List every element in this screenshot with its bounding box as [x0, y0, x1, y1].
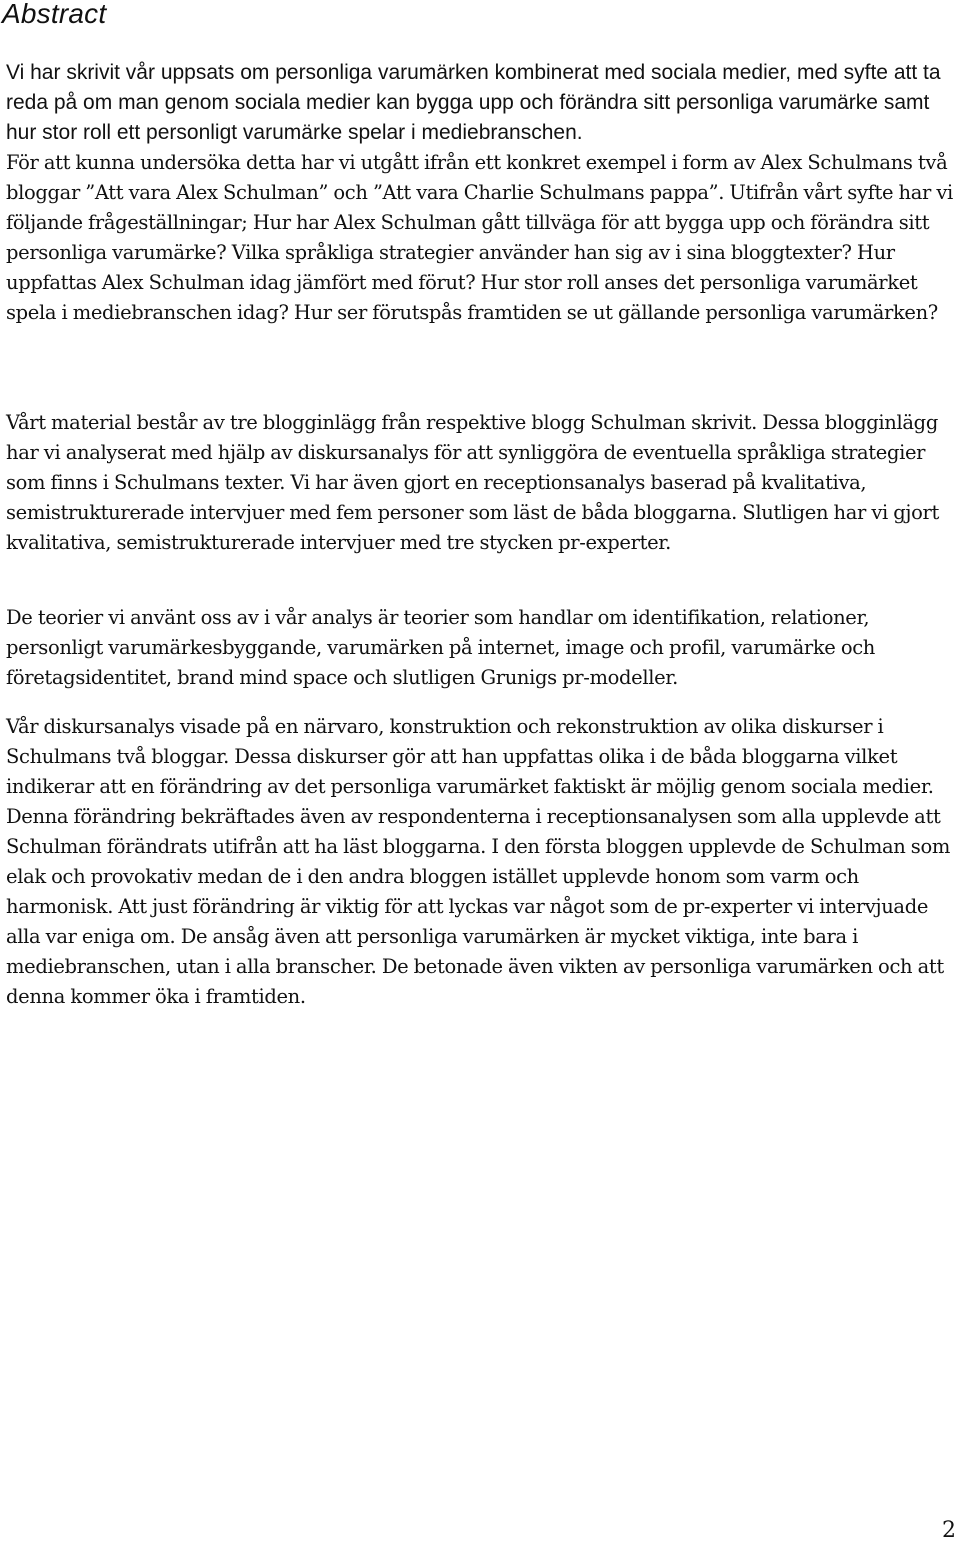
abstract-paragraph-1-questions: För att kunna undersöka detta har vi utgått ifrån ett konkret exempel i form av Alex Schulmans två bloggar ”Att vara Alex Schulman” och ”Att vara Charlie Schulmans pappa”. Utifrån vårt syfte har vi följande frågeställningar; Hur har Alex Schulman gått tillväga för att bygga upp och förändra sitt personliga varumärke? Vilka språkliga strategier använder han sig av i sina bloggtexter? Hur uppfattas Alex Schulman idag jämfört med förut? Hur stor roll anses det personliga varumärket spela i mediebranschen idag? Hur ser förutspås framtiden se ut gällande personliga varumärken? — [6, 151, 953, 324]
abstract-paragraph-2-material: Vårt material består av tre blogginlägg från respektive blogg Schulman skrivit. Dessa blogginlägg har vi analyserat med hjälp av diskursanalys för att synliggöra de eventuella språkliga strategier som finns i Schulmans texter. Vi har även gjort en receptionsanalys baserad på kvalitativa, semistrukturerade intervjuer med fem personer som läst de båda bloggarna. Slutligen har vi gjort kvalitativa, semistrukturerade intervjuer med tre stycken pr-experter. — [6, 411, 939, 554]
abstract-paragraph-1-intro: Vi har skrivit vår uppsats om personliga varumärken kombinerat med sociala medier, med syfte att ta reda på om man genom sociala medier kan bygga upp och förändra sitt personliga varumärke samt hur stor roll ett personligt varumärke spelar i mediebranschen. — [6, 61, 941, 144]
page-title: Abstract — [2, 0, 107, 29]
abstract-paragraph-3-theories: De teorier vi använt oss av i vår analys är teorier som handlar om identifikation, relationer, personligt varumärkesbyggande, varumärken på internet, image och profil, varumärke och företagsidentitet, brand mind space och slutligen Grunigs pr-modeller. — [6, 606, 875, 689]
abstract-paragraph-4-results: Vår diskursanalys visade på en närvaro, konstruktion och rekonstruktion av olika diskurser i Schulmans två bloggar. Dessa diskurser gör att han uppfattas olika i de båda bloggarna vilket indikerar att en förändring av det personliga varumärket faktiskt är möjlig genom sociala medier. Denna förändring bekräftades även av respondenterna i receptionsanalysen som alla upplevde att Schulman förändrats utifrån att ha läst bloggarna. I den första bloggen upplevde de Schulman som elak och provokativ medan de i den andra bloggen istället upplevde honom som varm och harmonisk. Att just förändring är viktig för att lyckas var något som de pr-experter vi intervjuade alla var eniga om. De ansåg även att personliga varumärken är mycket viktiga, inte bara i mediebranschen, utan i alla branscher. De betonade även vikten av personliga varumärken och att denna kommer öka i framtiden. — [6, 715, 950, 1008]
page-number: 2 — [942, 1518, 956, 1543]
